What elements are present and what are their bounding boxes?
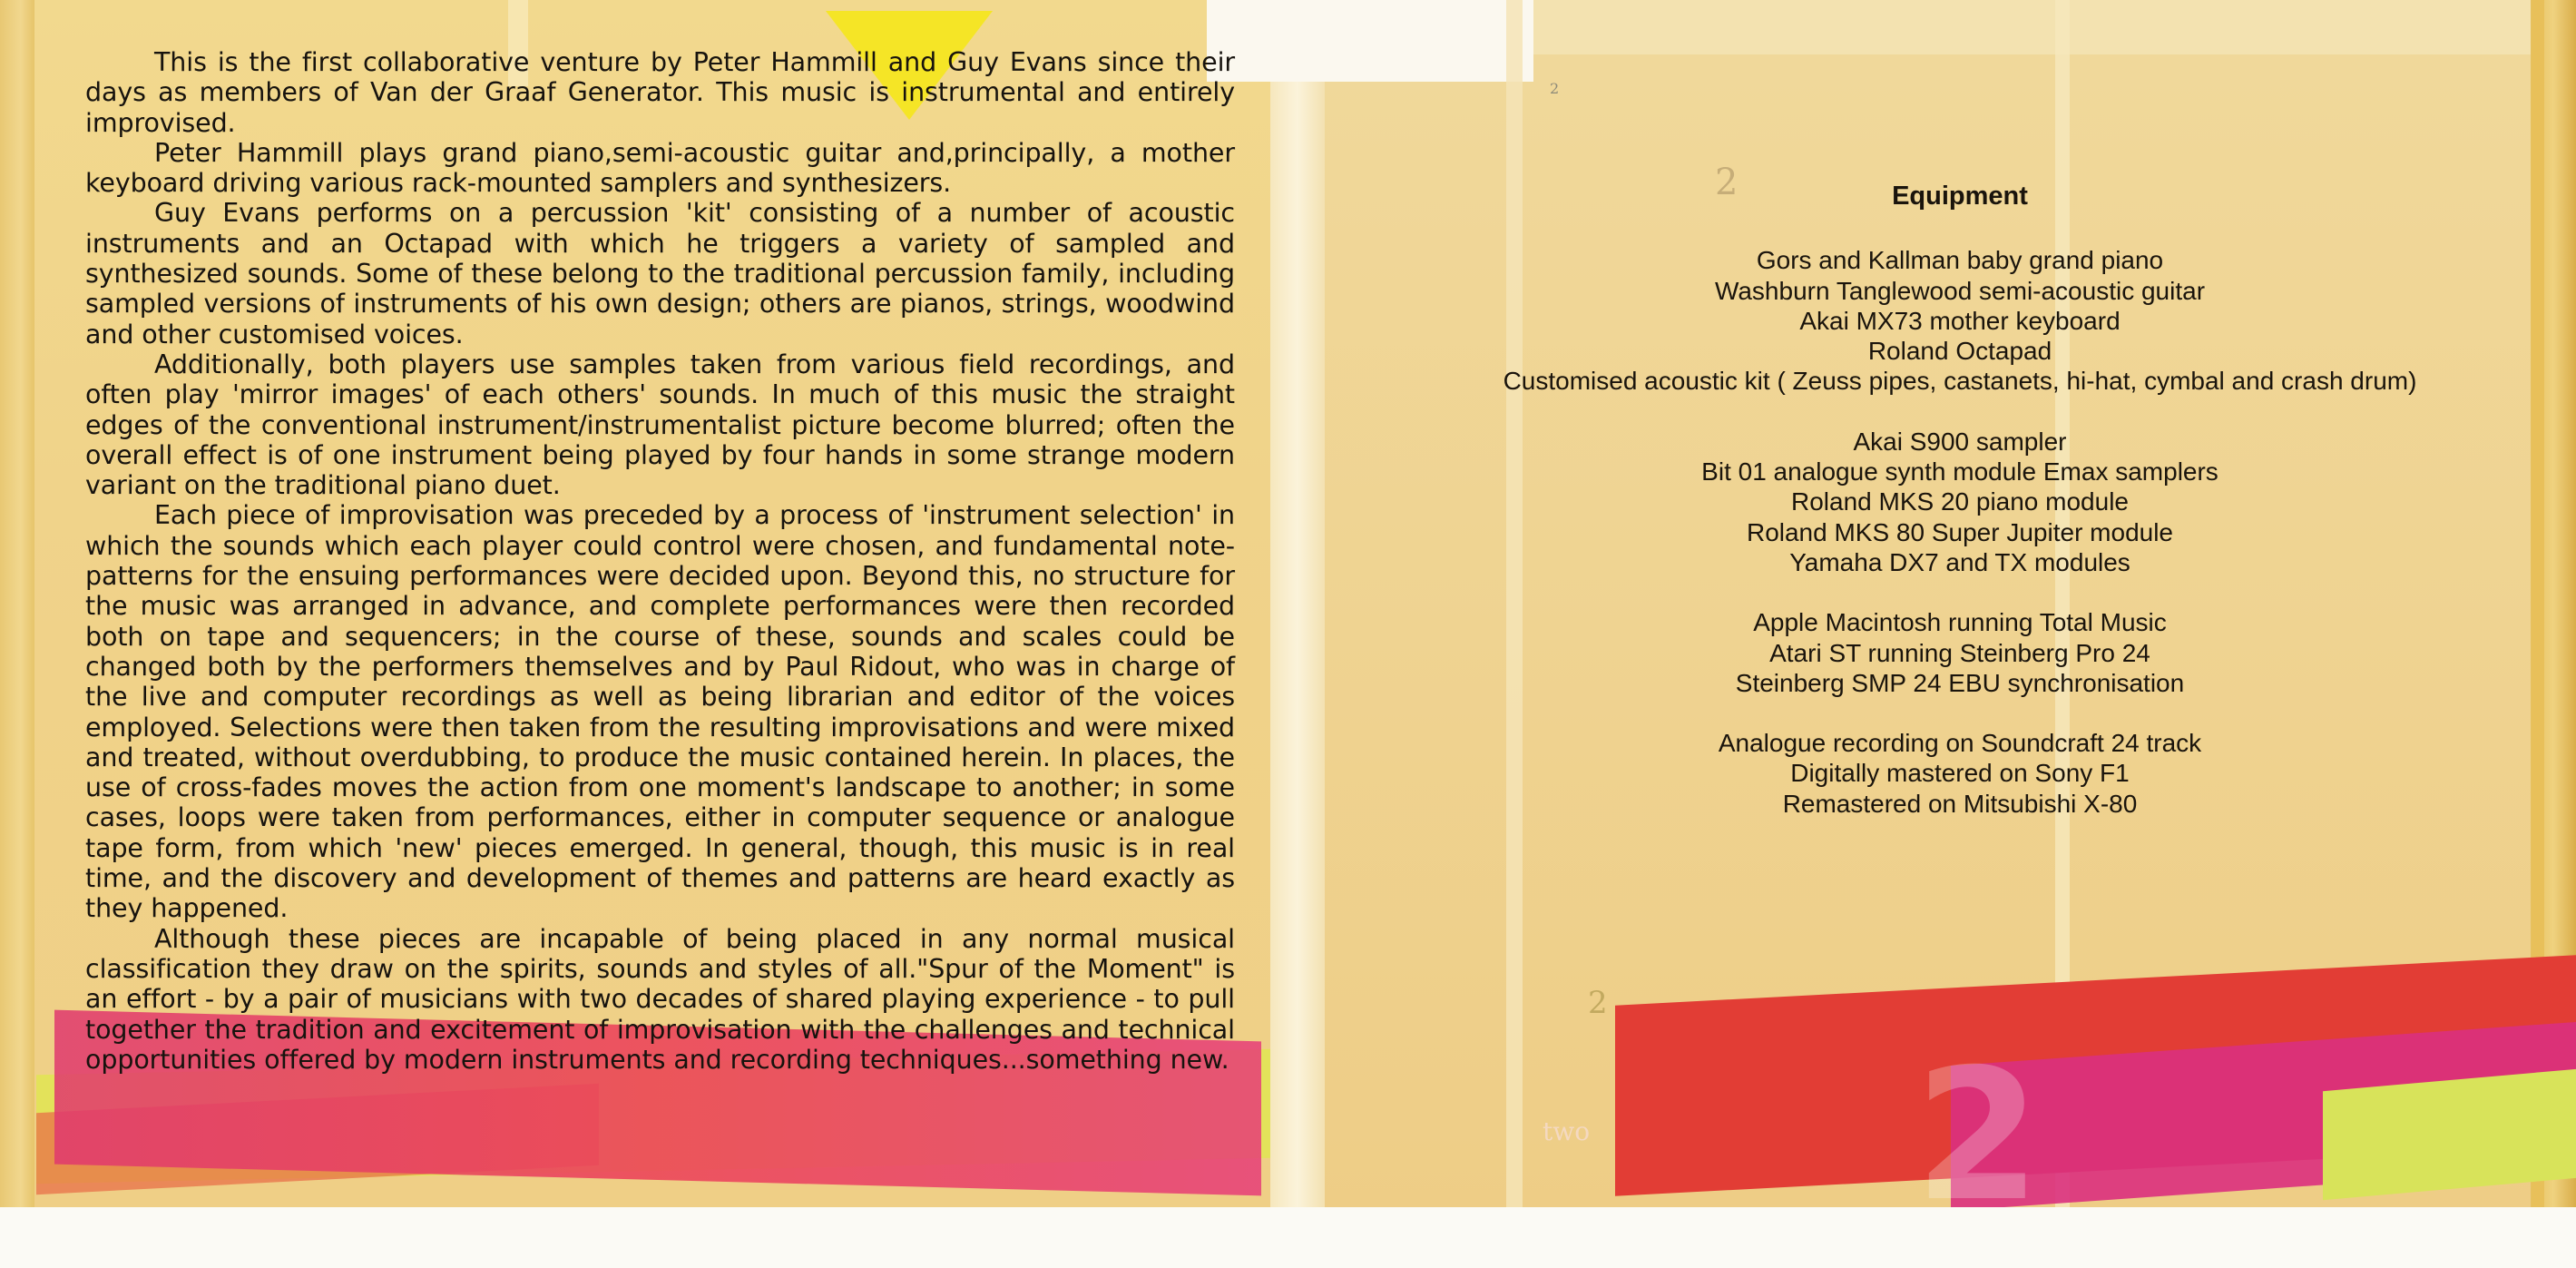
page-number: 2: [1588, 985, 1608, 1021]
liner-paragraph: Additionally, both players use samples taken from various field recordings, and often play 'mirror images' of each others' sounds. In much of this music the straight edges of the conventional instrument/instrumentalist picture become blurred; often the overall effect is of one instrument being played by four hands in some strange modern variant on the traditional piano duet.: [85, 349, 1235, 501]
equipment-item: Analogue recording on Soundcraft 24 track: [1718, 729, 2202, 758]
left-paper-edge: [0, 0, 34, 1268]
lime-collage-band-right: [2323, 1069, 2576, 1200]
equipment-item: Customised acoustic kit ( Zeuss pipes, castanets, hi-hat, cymbal and crash drum): [1503, 367, 2417, 396]
spine-fold: [1270, 36, 1325, 1225]
equipment-item: Apple Macintosh running Total Music: [1753, 608, 2167, 637]
liner-paragraph: Guy Evans performs on a percussion 'kit' consisting of a number of acoustic instruments and an Octapad with which he triggers a variety of sampled and synthesized sounds. Some of these belong to the traditional percussion family, including sampled versions of instruments of his own design; others are pianos, strings, woodwind and other customised voices.: [85, 198, 1235, 349]
equipment-item: Roland Octapad: [1867, 337, 2052, 366]
equipment-item: Remastered on Mitsubishi X-80: [1782, 789, 2138, 818]
liner-paragraph: Although these pieces are incapable of being placed in any normal musical classification they draw on the spirits, sounds and styles of all."Spur of the Moment" is an effort - by a pair of musicians with two decades of shared playing experience - to pull together the tradition and excitement of improvisation with the challenges and technical opportunities offered by modern instruments and recording techniques...something new.: [85, 923, 1235, 1075]
equipment-item: Bit 01 analogue synth module Emax samplers: [1701, 457, 2218, 487]
ghost-numeral: 2: [1915, 1030, 2042, 1242]
equipment-item: Roland MKS 20 piano module: [1790, 487, 2129, 516]
equipment-item: Steinberg SMP 24 EBU synchronisation: [1735, 668, 2185, 697]
equipment-group: [1434, 607, 2486, 698]
equipment-item: Washburn Tanglewood semi-acoustic guitar: [1714, 276, 2206, 305]
equipment-item: Gors and Kallman baby grand piano: [1756, 246, 2164, 275]
equipment-group: [1434, 245, 2486, 396]
page-word: two: [1543, 1116, 1591, 1146]
equipment-title: Equipment: [1892, 182, 2028, 211]
bottom-torn-edge: [0, 1207, 2576, 1268]
liner-notes: [85, 47, 1235, 1075]
equipment-list: [1434, 182, 2486, 849]
liner-paragraph: Each piece of improvisation was preceded by a process of 'instrument selection' in which the sounds which each player could control were chosen, and fundamental note-patterns for the ensuing performances were decided upon. Beyond this, no structure for the music was arranged in advance, and complete performances were then recorded both on tape and sequencers; in the course of these, sounds and scales could be changed both by the performers themselves and by Paul Ridout, who was in charge of the live and computer recordings as well as being librarian and editor of the voices employed. Selections were then taken from the resulting improvisations and were mixed and treated, without overdubbing, to produce the music contained herein. In places, the use of cross-fades moves the action from one moment's landscape to another; in some cases, loops were taken from performances, either in computer sequence or analogue tape form, from which 'new' pieces emerged. In general, though, this music is in real time, and the discovery and development of themes and patterns are heard exactly as they happened.: [85, 500, 1235, 924]
equipment-item: Digitally mastered on Sony F1: [1790, 759, 2130, 788]
equipment-item: Akai S900 sampler: [1853, 427, 2067, 456]
equipment-item: Yamaha DX7 and TX modules: [1789, 547, 2130, 576]
equipment-group: [1434, 728, 2486, 819]
liner-paragraph: Peter Hammill plays grand piano,semi-acoustic guitar and,principally, a mother keyboard driving various rack-mounted samplers and synthesizers.: [85, 137, 1235, 199]
equipment-group: [1434, 427, 2486, 577]
page-number: 2: [1550, 80, 1560, 97]
torn-white-edge: [1207, 0, 1533, 82]
equipment-item: Atari ST running Steinberg Pro 24: [1769, 638, 2150, 667]
page-number: 2: [1715, 162, 1739, 203]
liner-paragraph: This is the first collaborative venture by Peter Hammill and Guy Evans since their days as members of Van der Graaf Generator. This music is instrumental and entirely improvised.: [85, 47, 1235, 138]
equipment-item: Akai MX73 mother keyboard: [1799, 306, 2121, 335]
equipment-item: Roland MKS 80 Super Jupiter module: [1746, 517, 2174, 546]
